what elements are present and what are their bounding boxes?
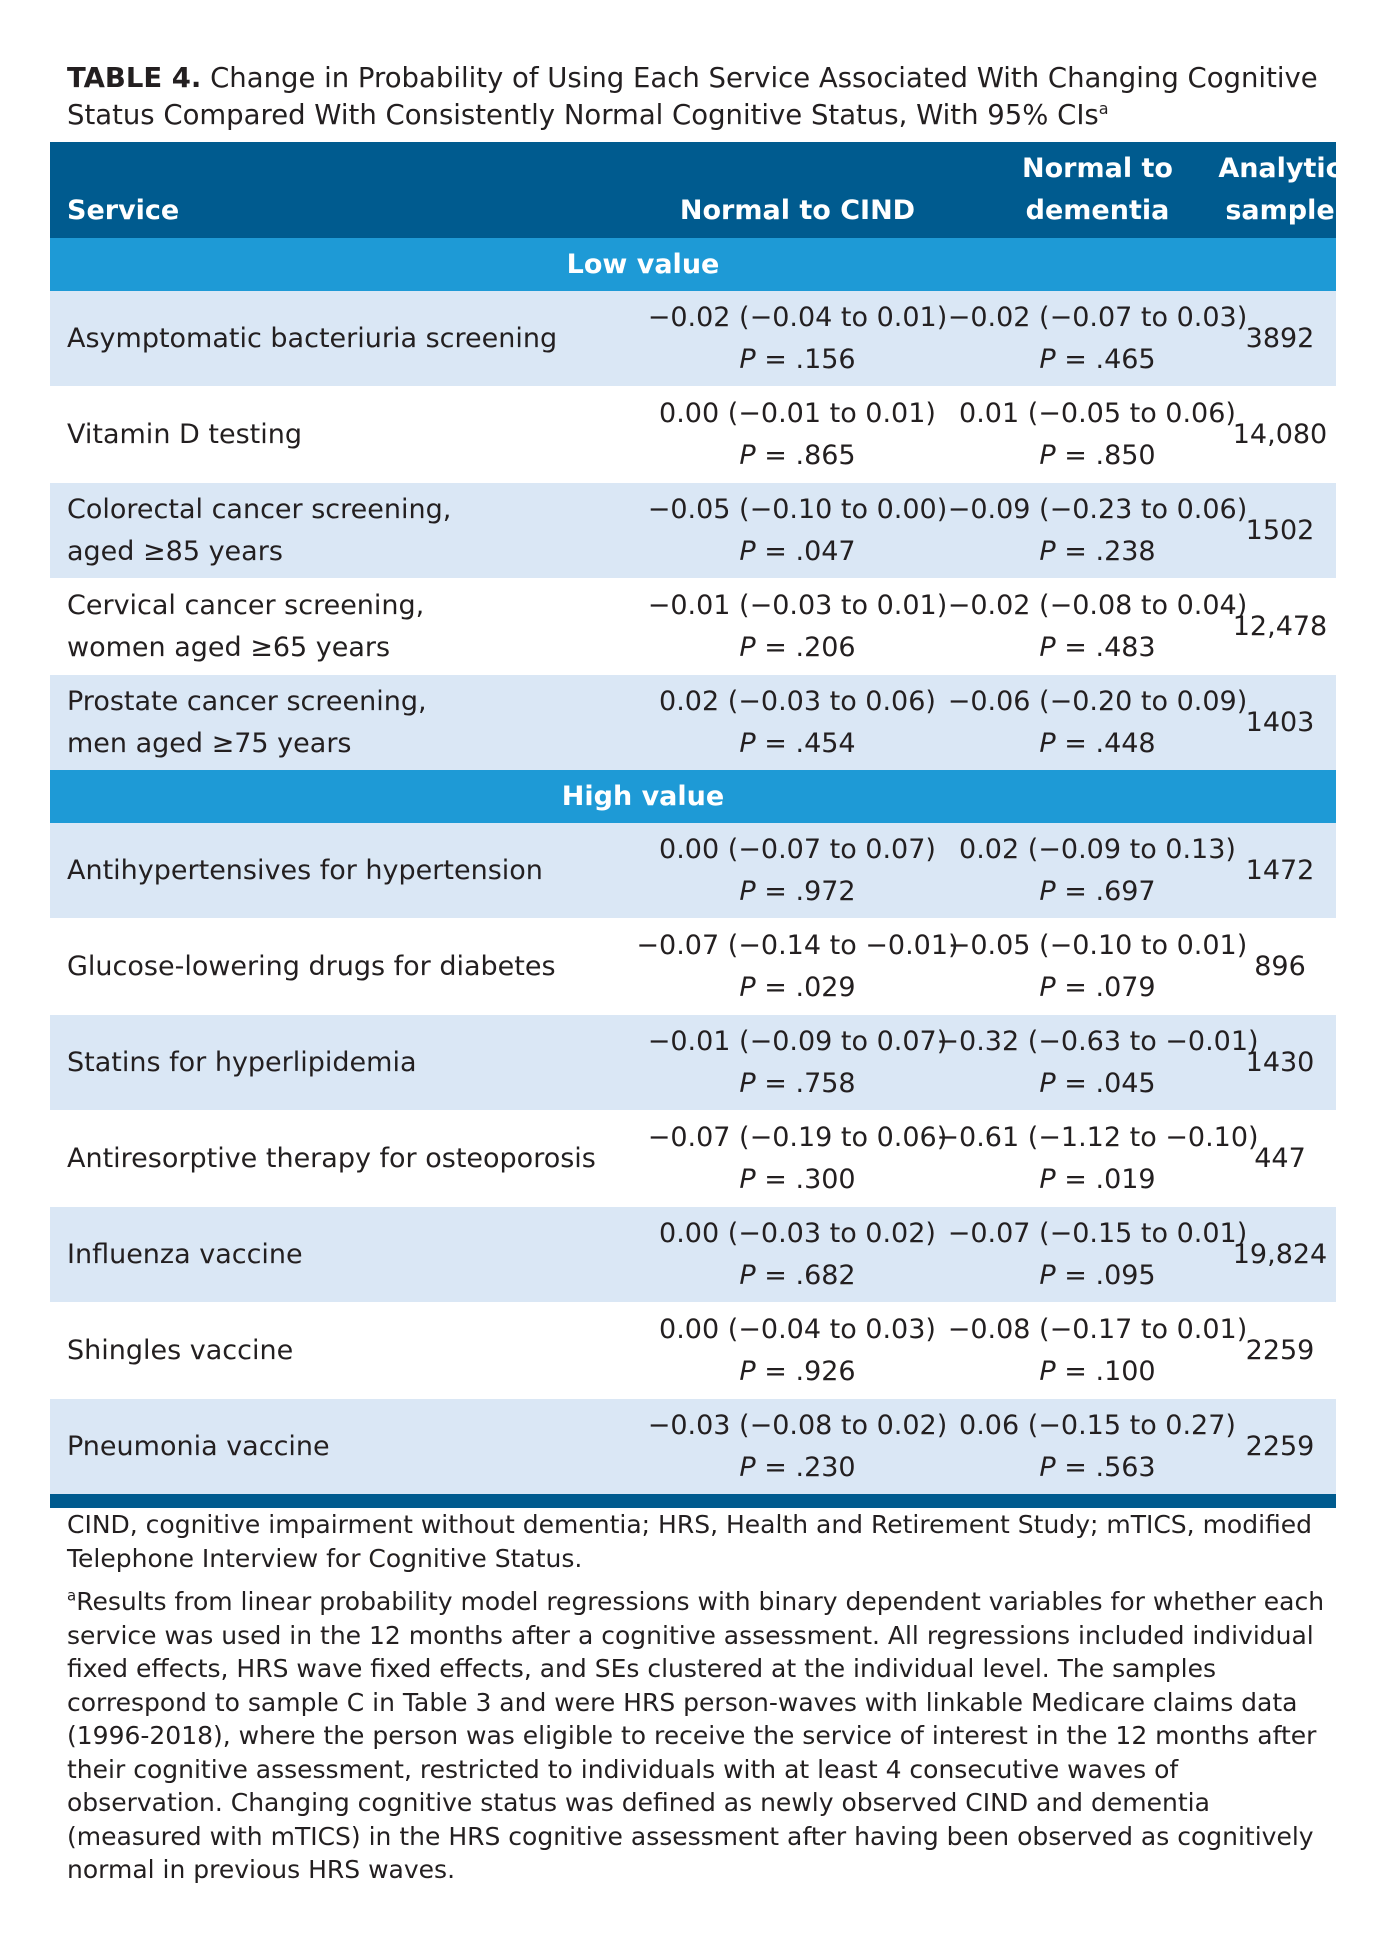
- service-name: Vitamin D testing: [67, 418, 302, 450]
- service-name: Asymptomatic bacteriuria screening: [67, 322, 558, 354]
- table-header: [50, 142, 1342, 238]
- service-name: Cervical cancer screening,: [67, 589, 425, 621]
- cind-cell: [630, 919, 965, 1014]
- service-name: Pneumonia vaccine: [67, 1430, 330, 1462]
- dementia-estimate: −0.09 (−0.23 to 0.06): [947, 493, 1248, 525]
- sample-cell: [1210, 387, 1350, 482]
- dementia-estimate: 0.06 (−0.15 to 0.27): [959, 1409, 1236, 1441]
- cind-p-value: P = .230: [739, 1451, 856, 1483]
- cind-p-value: P = .047: [739, 535, 856, 567]
- cind-cell: [630, 1303, 965, 1398]
- analytic-sample: 1403: [1245, 706, 1315, 738]
- sample-cell: [1210, 823, 1350, 918]
- cind-estimate: 0.00 (−0.03 to 0.02): [659, 1217, 936, 1249]
- table-caption: Change in Probability of Using Each Service Associated With Changing Cognitive Status Compared With Consistently Normal Cognitive Status, With 95% CIs: [67, 62, 1318, 131]
- sample-cell: [1210, 579, 1350, 674]
- sample-cell: [1210, 919, 1350, 1014]
- analytic-sample: 896: [1254, 950, 1306, 982]
- dementia-p-value: P = .697: [1039, 875, 1156, 907]
- header-normal-to-cind: Normal to CIND: [679, 195, 916, 226]
- service-cell: [67, 1303, 627, 1398]
- dementia-estimate: −0.06 (−0.20 to 0.09): [947, 685, 1248, 717]
- service-cell: [67, 579, 627, 674]
- service-cell: [67, 823, 627, 918]
- dementia-estimate: 0.02 (−0.09 to 0.13): [959, 833, 1236, 865]
- table-row: [50, 482, 1336, 578]
- cind-p-value: P = .926: [739, 1355, 856, 1387]
- cind-estimate: −0.05 (−0.10 to 0.00): [647, 493, 948, 525]
- cind-p-value: P = .300: [739, 1163, 856, 1195]
- service-cell: [67, 919, 627, 1014]
- cind-cell: [630, 1399, 965, 1494]
- analytic-sample: 1430: [1245, 1046, 1315, 1078]
- dementia-p-value: P = .483: [1039, 631, 1156, 663]
- dementia-estimate: −0.02 (−0.07 to 0.03): [947, 301, 1248, 333]
- table-row: [50, 1206, 1336, 1302]
- dementia-estimate: −0.07 (−0.15 to 0.01): [947, 1217, 1248, 1249]
- analytic-sample: 2259: [1245, 1430, 1315, 1462]
- sample-cell: [1210, 1207, 1350, 1302]
- service-name: Prostate cancer screening,: [67, 685, 427, 717]
- dementia-estimate: −0.08 (−0.17 to 0.01): [947, 1313, 1248, 1345]
- table-row: [50, 1110, 1336, 1206]
- abbreviations-note: CIND, cognitive impairment without dementia; HRS, Health and Retirement Study; mTICS, modified Telephone Interview for Cognitive Status.: [67, 1510, 1313, 1573]
- sample-cell: [1210, 1015, 1350, 1110]
- cind-estimate: −0.07 (−0.19 to 0.06): [647, 1121, 948, 1153]
- cind-p-value: P = .865: [739, 439, 856, 471]
- cind-cell: [630, 823, 965, 918]
- table-row: [50, 823, 1336, 918]
- analytic-sample: 3892: [1245, 322, 1315, 354]
- service-name: Statins for hyperlipidemia: [67, 1046, 417, 1078]
- cind-cell: [630, 1111, 965, 1206]
- analytic-sample: 1502: [1245, 514, 1315, 546]
- dementia-estimate: −0.05 (−0.10 to 0.01): [947, 929, 1248, 961]
- cind-estimate: 0.00 (−0.01 to 0.01): [659, 397, 936, 429]
- service-name: Influenza vaccine: [67, 1238, 303, 1270]
- table-row: [50, 291, 1336, 386]
- analytic-sample: 2259: [1245, 1334, 1315, 1366]
- table-bottom-rule: [50, 1494, 1336, 1508]
- cind-p-value: P = .758: [739, 1067, 856, 1099]
- dementia-p-value: P = .238: [1039, 535, 1156, 567]
- header-service: Service: [67, 195, 180, 226]
- cind-p-value: P = .682: [739, 1259, 856, 1291]
- service-name: Colorectal cancer screening,: [67, 493, 452, 525]
- dementia-p-value: P = .019: [1039, 1163, 1156, 1195]
- sample-cell: [1210, 675, 1350, 770]
- sample-cell: [1210, 1399, 1350, 1494]
- analytic-sample: 1472: [1245, 854, 1315, 886]
- cind-cell: [630, 579, 965, 674]
- dementia-p-value: P = .465: [1039, 343, 1156, 375]
- service-name: Antiresorptive therapy for osteoporosis: [67, 1142, 596, 1174]
- dementia-p-value: P = .563: [1039, 1451, 1156, 1483]
- analytic-sample: 19,824: [1232, 1238, 1328, 1270]
- dementia-estimate: −0.61 (−1.12 to −0.10): [936, 1121, 1259, 1153]
- dementia-estimate: 0.01 (−0.05 to 0.06): [959, 397, 1236, 429]
- service-cell: [67, 1207, 627, 1302]
- analytic-sample: 14,080: [1232, 418, 1328, 450]
- dementia-p-value: P = .045: [1039, 1067, 1156, 1099]
- cind-p-value: P = .206: [739, 631, 856, 663]
- service-cell: [67, 1399, 627, 1494]
- cind-cell: [630, 483, 965, 578]
- dementia-p-value: P = .850: [1039, 439, 1156, 471]
- cind-estimate: −0.03 (−0.08 to 0.02): [647, 1409, 948, 1441]
- dementia-estimate: −0.02 (−0.08 to 0.04): [947, 589, 1248, 621]
- cind-estimate: 0.00 (−0.04 to 0.03): [659, 1313, 936, 1345]
- service-cell: [67, 387, 627, 482]
- sample-cell: [1210, 1111, 1350, 1206]
- cind-estimate: 0.02 (−0.03 to 0.06): [659, 685, 936, 717]
- section-header: Low value: [50, 238, 1336, 291]
- results-table: [50, 142, 1342, 1508]
- service-name-line2: women aged ≥65 years: [67, 631, 391, 663]
- header-normal-to-dementia: Normal to dementia: [1022, 153, 1173, 226]
- cind-estimate: 0.00 (−0.07 to 0.07): [659, 833, 936, 865]
- dementia-p-value: P = .079: [1039, 971, 1156, 1003]
- table-title: [67, 60, 1337, 134]
- analytic-sample: 12,478: [1232, 610, 1328, 642]
- dementia-p-value: P = .448: [1039, 727, 1156, 759]
- footnotes: [67, 1508, 1337, 1897]
- service-cell: [67, 1111, 627, 1206]
- cind-estimate: −0.07 (−0.14 to −0.01): [636, 929, 959, 961]
- footnote-marker: a: [67, 1586, 77, 1605]
- cind-cell: [630, 1207, 965, 1302]
- cind-cell: [630, 675, 965, 770]
- cind-p-value: P = .156: [739, 343, 856, 375]
- section-header: High value: [50, 770, 1336, 823]
- cind-cell: [630, 291, 965, 386]
- footnote-a: [67, 1585, 1337, 1887]
- table-row: [50, 918, 1336, 1014]
- service-cell: [67, 483, 627, 578]
- service-name: Antihypertensives for hypertension: [67, 854, 543, 886]
- service-name: Glucose-lowering drugs for diabetes: [67, 950, 556, 982]
- cind-p-value: P = .454: [739, 727, 856, 759]
- service-name-line2: aged ≥85 years: [67, 535, 283, 567]
- cind-estimate: −0.02 (−0.04 to 0.01): [647, 301, 948, 333]
- dementia-p-value: P = .095: [1039, 1259, 1156, 1291]
- footnote-a-text: Results from linear probability model regressions with binary dependent variables for whether each service was used in the 12 months after a cognitive assessment. All regressions included individual fixed effects, HRS wave fixed effects, and SEs clustered at the individual level. The samples correspond to sample C in Table 3 and were HRS person-waves with linkable Medicare claims data (1996-2018), where the person was eligible to receive the service of interest in the 12 months after their cognitive assessment, restricted to individuals with at least 4 consecutive waves of observation. Changing cognitive status was defined as newly observed CIND and dementia (measured with mTICS) in the HRS cognitive assessment after having been observed as cognitively normal in previous HRS waves.: [67, 1587, 1325, 1884]
- dementia-estimate: −0.32 (−0.63 to −0.01): [936, 1025, 1259, 1057]
- cind-cell: [630, 387, 965, 482]
- table-row: [50, 578, 1336, 674]
- table-label: TABLE 4.: [67, 62, 202, 94]
- sample-cell: [1210, 1303, 1350, 1398]
- table-row: [50, 386, 1336, 482]
- cind-p-value: P = .972: [739, 875, 856, 907]
- cind-cell: [630, 1015, 965, 1110]
- service-name-line2: men aged ≥75 years: [67, 727, 352, 759]
- cind-estimate: −0.01 (−0.03 to 0.01): [647, 589, 948, 621]
- dementia-p-value: P = .100: [1039, 1355, 1156, 1387]
- table-row: [50, 674, 1336, 770]
- table-row: [50, 1398, 1336, 1494]
- table-row: [50, 1302, 1336, 1398]
- service-cell: [67, 675, 627, 770]
- analytic-sample: 447: [1254, 1142, 1306, 1174]
- sample-cell: [1210, 483, 1350, 578]
- service-cell: [67, 1015, 627, 1110]
- cind-estimate: −0.01 (−0.09 to 0.07): [647, 1025, 948, 1057]
- sample-cell: [1210, 291, 1350, 386]
- header-analytic-sample: Analytic sample: [1218, 153, 1342, 226]
- service-name: Shingles vaccine: [67, 1334, 294, 1366]
- table-row: [50, 1014, 1336, 1110]
- cind-p-value: P = .029: [739, 971, 856, 1003]
- service-cell: [67, 291, 627, 386]
- table-body: [50, 238, 1336, 1494]
- title-footnote-marker: a: [1098, 98, 1109, 118]
